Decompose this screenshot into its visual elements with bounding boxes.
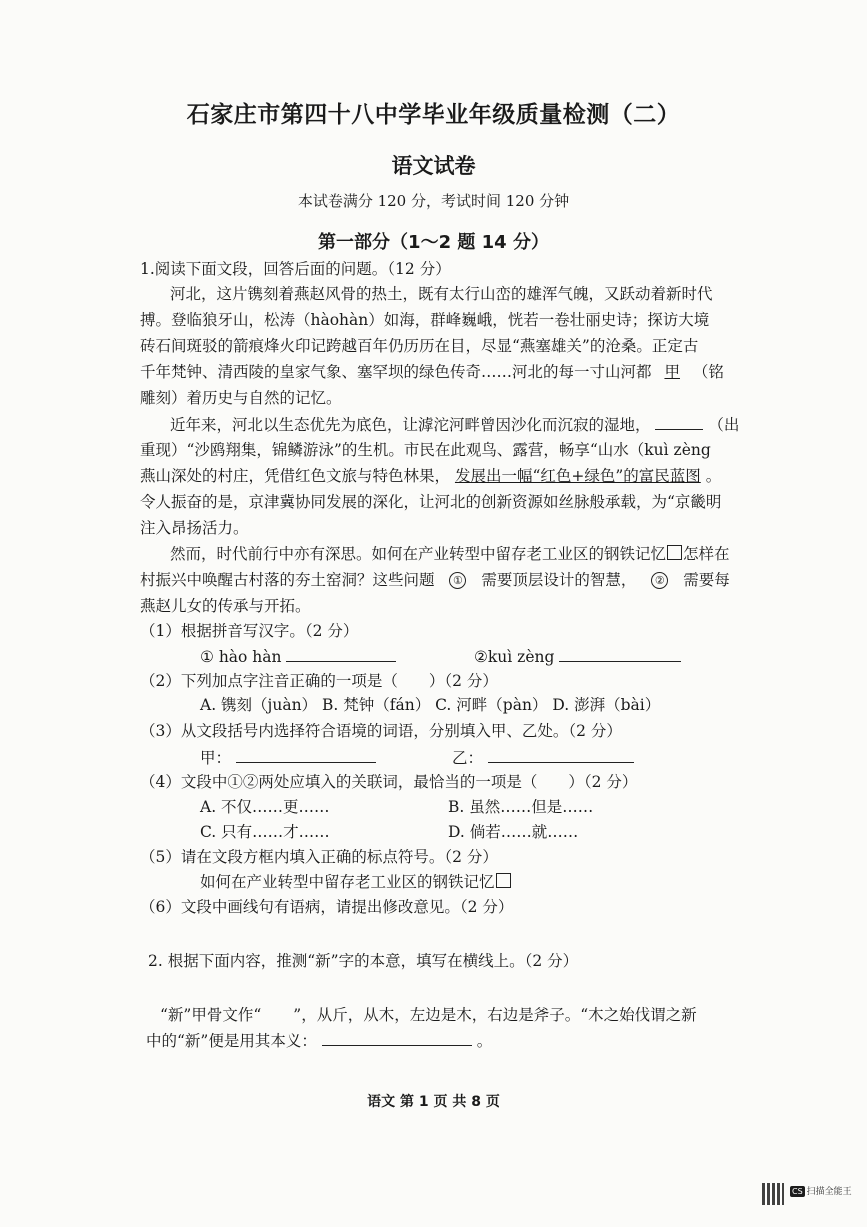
sub3-jia-label: 甲： [200, 749, 232, 767]
q1-p2-line5: 注入昂扬活力。 [140, 519, 249, 537]
sub3-jia [200, 746, 376, 769]
sub1-stem: （1）根据拼音写汉字。（2 分） [140, 622, 359, 640]
q2-line2 [146, 1029, 492, 1052]
sub1-a [200, 645, 396, 668]
q1-p3-line1-text: 然而，时代前行中亦有深思。如何在产业转型中留存老工业区的钢铁记忆 [170, 545, 667, 563]
q2-stem: 2. 根据下面内容，推测“新”字的本意，填写在横线上。（2 分） [148, 952, 579, 970]
q1-p2-line1-end: （出 [708, 416, 740, 434]
sub2-options: A. 镌刻（juàn） B. 梵钟（fán） C. 河畔（pàn） D. 澎湃（bài） [200, 696, 661, 714]
sub5-answer-box[interactable] [496, 873, 511, 888]
sub4-option-a: A. 不仅……更…… [200, 798, 330, 816]
blank-2[interactable] [641, 571, 678, 589]
q1-p2-line1 [170, 413, 739, 436]
exam-info: 本试卷满分 120 分，考试时间 120 分钟 [297, 192, 570, 210]
q2-line1-text: “新”甲骨文作“ [160, 1006, 262, 1024]
punctuation-box[interactable] [667, 545, 682, 560]
q1-p3-line1-end: 怎样在 [683, 545, 730, 563]
scanner-badge: CS [792, 1187, 803, 1196]
page-footer: 语文 第 1 页 共 8 页 [367, 1094, 500, 1110]
q2-answer[interactable] [322, 1029, 472, 1046]
q1-p1-line4-end: （铭 [692, 363, 724, 381]
blank-yi[interactable] [655, 413, 703, 430]
q1-p3-line1 [170, 543, 730, 565]
sub4-stem: （4）文段中①②两处应填入的关联词，最恰当的一项是（ ）（2 分） [140, 773, 638, 791]
sub1-a-answer[interactable] [286, 645, 396, 662]
q1-p1-line4-text: 千年梵钟、清西陵的皇家气象、塞罕坝的绿色传奇……河北的每一寸山河都 [140, 363, 652, 381]
sub1-b [474, 645, 681, 668]
subject-title: 语文试卷 [391, 154, 476, 178]
q1-p2-line3 [140, 465, 721, 487]
blank-1[interactable] [439, 571, 476, 589]
sub6-stem: （6）文段中画线句有语病，请提出修改意见。（2 分） [140, 898, 514, 916]
sub4-option-b: B. 虽然……但是…… [448, 798, 594, 816]
q1-p3-line2-mid: 需要顶层设计的智慧， [481, 571, 637, 589]
q2-line2-end: 。 [476, 1032, 493, 1050]
q1-p3-line2 [140, 569, 730, 591]
q2-line1-end: ”，从斤，从木，左边是木，右边是斧子。“木之始伐谓之新 [293, 1006, 697, 1024]
sub3-yi-label: 乙： [452, 749, 484, 767]
q1-p2-line3-end: 。 [705, 467, 722, 485]
sub1-b-answer[interactable] [559, 645, 681, 662]
q1-p2-line2: 重现）“沙鸥翔集，锦鳞游泳”的生机。市民在此观鸟、露营，畅享“山水（kuì zèng [140, 441, 711, 459]
sub3-stem: （3）从文段括号内选择符合语境的词语，分别填入甲、乙处。（2 分） [140, 722, 622, 740]
qr-code-icon [762, 1183, 784, 1205]
sub3-yi-answer[interactable] [488, 746, 634, 763]
sub1-b-label: ②kuì zèng [474, 648, 555, 666]
blank-jia: 甲 [664, 363, 680, 381]
q1-p1-line3: 砖石间斑驳的箭痕烽火印记跨越百年仍历历在目，尽显“燕塞雄关”的沧桑。正定古 [140, 337, 699, 355]
sub3-yi [452, 746, 634, 769]
q1-p2-line1-text: 近年来，河北以生态优先为底色，让滹沱河畔曾因沙化而沉寂的湿地， [170, 416, 651, 434]
q1-p1-line5: 雕刻）着历史与自然的记忆。 [140, 389, 342, 407]
q1-p2-line3-text: 燕山深处的村庄，凭借红色文旅与特色林果， [140, 467, 451, 485]
scanner-label: 扫描全能王 [806, 1187, 852, 1197]
scanner-watermark [790, 1184, 860, 1204]
sub3-jia-answer[interactable] [236, 746, 376, 763]
q1-p3-line3: 燕赵儿女的传承与开拓。 [140, 597, 311, 615]
q1-p3-line2-text: 村振兴中唤醒古村落的夯土窑洞？这些问题 [140, 571, 435, 589]
q1-p1-line4 [140, 361, 724, 383]
q1-p2-line4: 令人振奋的是，京津冀协同发展的深化，让河北的创新资源如丝脉般承载，为“京畿明 [140, 493, 722, 511]
circle-1-marker: ① [449, 572, 466, 589]
sub4-option-c: C. 只有……才…… [200, 823, 330, 841]
sub5-stem: （5）请在文段方框内填入正确的标点符号。（2 分） [140, 848, 498, 866]
sub4-option-d: D. 倘若……就…… [448, 823, 579, 841]
circle-2-marker: ② [651, 572, 668, 589]
sub1-a-label: ① hào hàn [200, 648, 282, 666]
q1-p1-line2: 搏。登临狼牙山，松涛（hàohàn）如海，群峰巍峨，恍若一卷壮丽史诗；探访大境 [140, 311, 710, 329]
sub2-stem: （2）下列加点字注音正确的一项是（ ）（2 分） [140, 672, 498, 690]
q1-stem: 1.阅读下面文段，回答后面的问题。（12 分） [140, 260, 451, 278]
q2-line1 [160, 1004, 697, 1026]
q1-p3-line2-end: 需要每 [683, 571, 730, 589]
part-title: 第一部分（1～2 题 14 分） [318, 232, 549, 253]
q1-p1-line1: 河北，这片镌刻着燕赵风骨的热土，既有太行山峦的雄浑气魄，又跃动着新时代 [170, 285, 713, 303]
q2-line2-text: 中的“新”便是用其本义： [146, 1032, 317, 1050]
sub5-line [200, 871, 512, 893]
sub5-text: 如何在产业转型中留存老工业区的钢铁记忆 [200, 873, 495, 891]
main-title: 石家庄市第四十八中学毕业年级质量检测（二） [186, 102, 681, 128]
underlined-sentence: 发展出一幅“红色+绿色”的富民蓝图 [454, 467, 701, 485]
